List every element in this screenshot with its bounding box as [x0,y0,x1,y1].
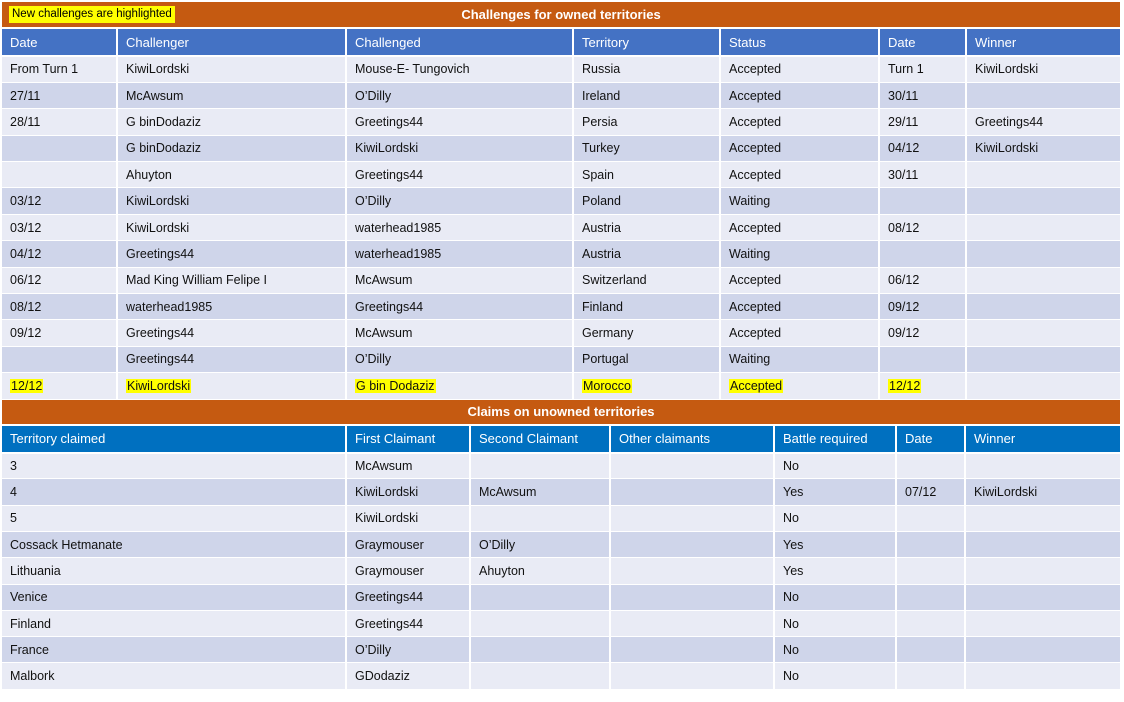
challenges-header-row [2,29,1120,56]
challenge-cell: 30/11 [879,82,966,108]
challenge-cell: 29/11 [879,109,966,135]
claim-cell [610,663,774,689]
claim-cell [610,453,774,479]
claim-cell: Yes [774,479,896,505]
challenge-cell: Mad King William Felipe I [117,267,346,293]
claim-header-cell: Winner [965,426,1120,453]
challenge-cell: Waiting [720,188,879,214]
claim-cell: Venice [2,584,346,610]
claim-cell [965,637,1120,663]
claim-cell [965,453,1120,479]
claim-cell: No [774,505,896,531]
highlighted-text: G bin Dodaziz [356,378,435,393]
challenge-cell: Finland [573,294,720,320]
claim-cell [470,584,610,610]
challenge-cell: 04/12 [879,135,966,161]
page [2,2,1120,690]
claim-cell: Graymouser [346,558,470,584]
challenge-cell: Greetings44 [117,346,346,372]
claim-cell [965,531,1120,557]
challenge-row [2,162,1120,188]
challenge-cell: Accepted [720,109,879,135]
challenge-cell: 09/12 [879,320,966,346]
highlighted-text: 12/12 [889,378,921,393]
challenge-cell: Ahuyton [117,162,346,188]
challenge-cell [879,346,966,372]
claim-cell: 4 [2,479,346,505]
claim-cell [965,584,1120,610]
challenge-cell: Switzerland [573,267,720,293]
challenge-cell: 09/12 [2,320,117,346]
challenge-header-cell: Date [2,29,117,56]
challenge-cell: 28/11 [2,109,117,135]
challenge-cell: Persia [573,109,720,135]
challenge-cell: Greetings44 [346,294,573,320]
challenge-cell [346,373,573,399]
claim-cell [470,663,610,689]
challenge-cell: 09/12 [879,294,966,320]
claim-cell: Yes [774,558,896,584]
challenge-cell: McAwsum [117,82,346,108]
challenge-row [2,109,1120,135]
claim-cell [470,610,610,636]
claim-header-cell: Date [896,426,965,453]
challenge-row [2,135,1120,161]
challenge-cell: McAwsum [346,320,573,346]
challenge-cell: O’Dilly [346,82,573,108]
challenge-cell: Accepted [720,162,879,188]
challenge-cell: 03/12 [2,214,117,240]
challenge-row [2,320,1120,346]
challenges-title: Challenges for owned territories [461,7,661,22]
claim-cell [896,610,965,636]
challenge-cell: 06/12 [879,267,966,293]
highlighted-text: 12/12 [11,378,43,393]
challenge-cell: O’Dilly [346,188,573,214]
claim-row [2,531,1120,557]
challenge-row [2,267,1120,293]
challenge-cell: Mouse-E- Tungovich [346,56,573,82]
challenge-cell: 27/11 [2,82,117,108]
challenge-cell: Accepted [720,135,879,161]
claim-cell [470,505,610,531]
claim-cell [965,558,1120,584]
claims-title: Claims on unowned territories [467,404,655,420]
claim-cell [896,531,965,557]
challenge-cell [2,373,117,399]
claim-cell: No [774,584,896,610]
claim-row [2,505,1120,531]
challenge-cell: waterhead1985 [117,294,346,320]
challenge-row [2,188,1120,214]
challenge-cell [573,373,720,399]
challenge-cell [2,135,117,161]
challenge-cell [879,373,966,399]
challenge-cell: Germany [573,320,720,346]
claim-row [2,663,1120,689]
challenge-cell: Turn 1 [879,56,966,82]
challenge-cell [966,294,1120,320]
highlighted-text: Accepted [730,378,783,393]
challenge-row [2,82,1120,108]
challenge-cell: Portugal [573,346,720,372]
claim-cell: No [774,637,896,663]
claim-row [2,453,1120,479]
challenge-cell [966,214,1120,240]
claim-cell: France [2,637,346,663]
claim-cell: Malbork [2,663,346,689]
challenge-cell: 03/12 [2,188,117,214]
claim-header-cell: Other claimants [610,426,774,453]
claim-cell: No [774,610,896,636]
claim-cell: No [774,453,896,479]
claim-cell: O’Dilly [346,637,470,663]
challenge-cell [117,373,346,399]
challenge-row [2,373,1120,399]
highlight-note: New challenges are highlighted [9,6,175,23]
claim-cell [610,531,774,557]
challenge-cell: Ireland [573,82,720,108]
challenge-cell: 06/12 [2,267,117,293]
challenge-cell: waterhead1985 [346,241,573,267]
challenge-cell: Accepted [720,82,879,108]
challenge-cell [720,373,879,399]
claim-cell: Finland [2,610,346,636]
claim-cell [896,637,965,663]
challenge-cell: Greetings44 [966,109,1120,135]
claim-cell [610,505,774,531]
challenge-cell [966,373,1120,399]
challenge-cell: Poland [573,188,720,214]
claim-cell [610,610,774,636]
claim-cell [965,505,1120,531]
claim-cell: O’Dilly [470,531,610,557]
challenge-cell: From Turn 1 [2,56,117,82]
challenge-cell [966,82,1120,108]
challenge-cell: KiwiLordski [346,135,573,161]
challenge-header-cell: Status [720,29,879,56]
claim-cell [896,453,965,479]
claim-cell: No [774,663,896,689]
challenge-cell: Turkey [573,135,720,161]
challenge-cell [966,346,1120,372]
challenge-cell: G binDodaziz [117,109,346,135]
challenge-cell: Russia [573,56,720,82]
challenge-header-cell: Territory [573,29,720,56]
challenge-cell: Austria [573,214,720,240]
claim-cell: KiwiLordski [346,479,470,505]
challenge-header-cell: Challenged [346,29,573,56]
claim-cell [896,558,965,584]
claim-header-cell: Second Claimant [470,426,610,453]
challenge-row [2,294,1120,320]
challenge-row [2,214,1120,240]
challenge-cell: 08/12 [879,214,966,240]
claims-table [2,426,1120,690]
challenge-header-cell: Date [879,29,966,56]
challenge-cell [966,267,1120,293]
claim-cell: Lithuania [2,558,346,584]
challenges-banner [2,2,1120,29]
challenge-cell: waterhead1985 [346,214,573,240]
challenge-cell: Accepted [720,56,879,82]
claim-cell [610,637,774,663]
claim-cell [470,637,610,663]
claim-row [2,610,1120,636]
challenge-cell: Greetings44 [346,109,573,135]
challenge-cell: Greetings44 [346,162,573,188]
claim-cell: KiwiLordski [346,505,470,531]
claim-cell [610,479,774,505]
challenge-cell: 04/12 [2,241,117,267]
challenge-cell: KiwiLordski [117,188,346,214]
challenge-cell: Greetings44 [117,241,346,267]
claim-row [2,584,1120,610]
claim-header-cell: Battle required [774,426,896,453]
challenge-row [2,346,1120,372]
claim-cell [470,453,610,479]
challenge-header-cell: Winner [966,29,1120,56]
challenge-cell: KiwiLordski [966,135,1120,161]
claim-cell [610,558,774,584]
challenge-cell: Accepted [720,294,879,320]
claim-cell: Cossack Hetmanate [2,531,346,557]
challenge-cell [966,188,1120,214]
challenge-header-cell: Challenger [117,29,346,56]
claim-cell: McAwsum [470,479,610,505]
challenge-cell: Accepted [720,214,879,240]
claims-header-row [2,426,1120,453]
claim-cell: Graymouser [346,531,470,557]
challenge-cell [879,188,966,214]
challenge-cell [2,162,117,188]
challenge-cell [966,162,1120,188]
claim-cell [965,663,1120,689]
claim-row [2,637,1120,663]
challenges-table [2,29,1120,400]
challenge-cell: Greetings44 [117,320,346,346]
claim-header-cell: Territory claimed [2,426,346,453]
claim-row [2,479,1120,505]
challenge-row [2,241,1120,267]
challenge-cell: KiwiLordski [117,214,346,240]
claims-banner [2,400,1120,426]
highlighted-text: Morocco [583,378,631,393]
challenge-cell [966,320,1120,346]
claim-cell: Greetings44 [346,584,470,610]
claim-cell [965,610,1120,636]
challenge-cell: G binDodaziz [117,135,346,161]
challenge-cell: 08/12 [2,294,117,320]
challenge-cell: McAwsum [346,267,573,293]
challenge-cell: Austria [573,241,720,267]
challenge-cell [2,346,117,372]
challenge-cell: KiwiLordski [117,56,346,82]
claim-cell: Ahuyton [470,558,610,584]
claim-cell [896,663,965,689]
claim-header-cell: First Claimant [346,426,470,453]
challenge-cell: Spain [573,162,720,188]
challenge-row [2,56,1120,82]
challenge-cell: Waiting [720,346,879,372]
challenge-cell: O’Dilly [346,346,573,372]
challenge-cell [879,241,966,267]
claim-cell [896,505,965,531]
claim-cell: McAwsum [346,453,470,479]
challenge-cell: Waiting [720,241,879,267]
claim-cell [896,584,965,610]
claim-cell: Greetings44 [346,610,470,636]
claim-cell [610,584,774,610]
highlighted-text: KiwiLordski [127,378,191,393]
claim-cell: GDodaziz [346,663,470,689]
challenge-cell [966,241,1120,267]
claim-cell: Yes [774,531,896,557]
challenge-cell: 30/11 [879,162,966,188]
challenge-cell: Accepted [720,320,879,346]
claim-cell: 07/12 [896,479,965,505]
claim-row [2,558,1120,584]
challenge-cell: Accepted [720,267,879,293]
claim-cell: 3 [2,453,346,479]
claim-cell: KiwiLordski [965,479,1120,505]
claim-cell: 5 [2,505,346,531]
challenge-cell: KiwiLordski [966,56,1120,82]
